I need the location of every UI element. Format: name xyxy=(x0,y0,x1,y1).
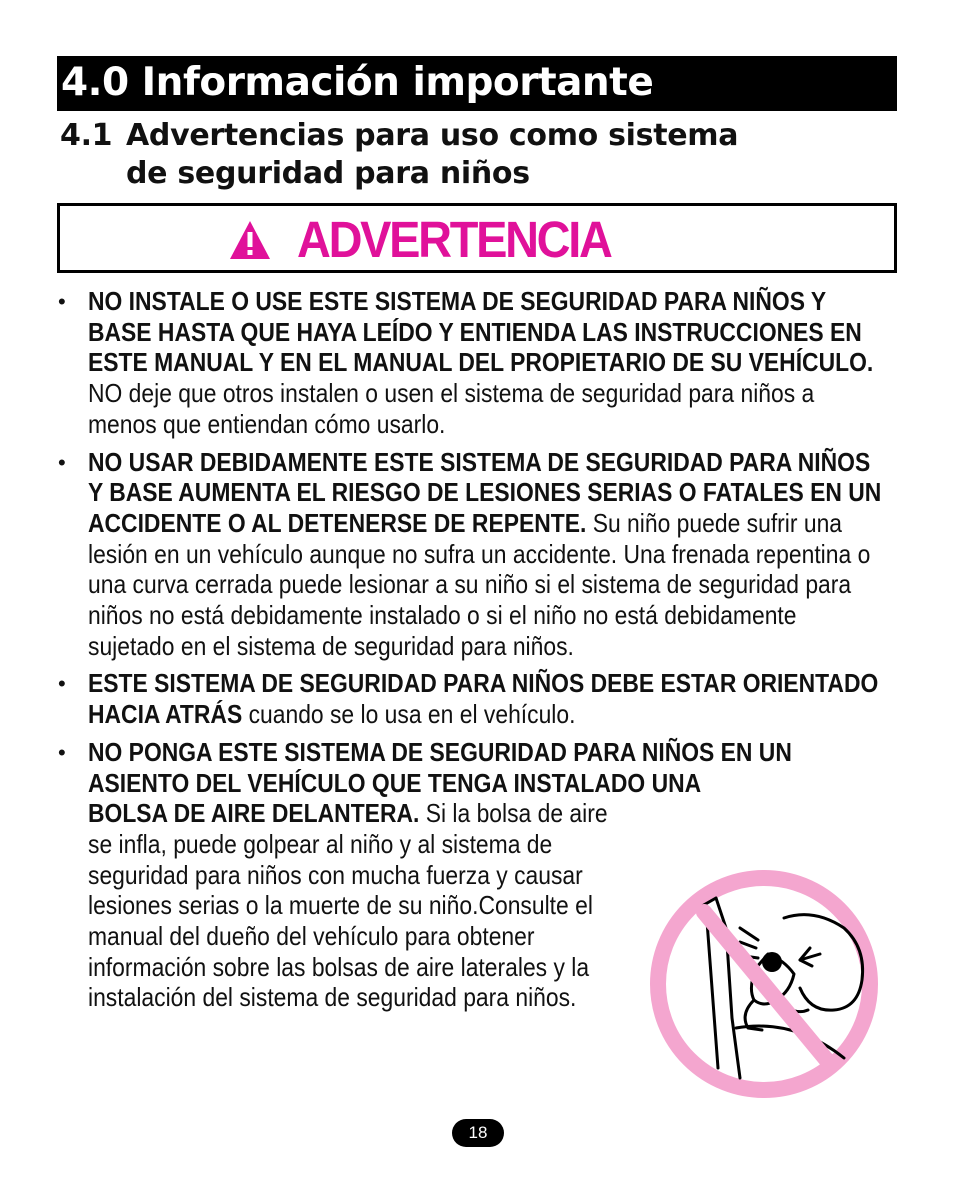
bullet-dot: • xyxy=(58,449,66,475)
list-item xyxy=(58,668,898,729)
subsection-title-line1: Advertencias para uso como sistema xyxy=(126,118,739,153)
list-item xyxy=(58,286,898,440)
no-airbag-illustration xyxy=(644,868,884,1100)
bullet-dot: • xyxy=(58,289,66,314)
section-title: 4.0 Información importante xyxy=(61,60,654,105)
list-item-text: NO PONGA ESTE SISTEMA DE SEGURIDAD PARA NIÑOS EN UN ASIENTO DEL VEHÍCULO QUE TENGA INSTALADO UNA xyxy=(88,736,792,798)
warning-label: ADVERTENCIA xyxy=(297,211,611,268)
page-number: 18 xyxy=(452,1119,504,1147)
list-item xyxy=(58,447,898,662)
warning-triangle-icon xyxy=(228,219,272,261)
subsection-title-line2: de seguridad para niños xyxy=(126,156,530,191)
list-item-text: ESTE SISTEMA DE SEGURIDAD PARA NIÑOS DEBE ESTAR ORIENTADO HACIA ATRÁS cuando se lo usa en el vehículo. xyxy=(88,668,879,730)
bullet-dot: • xyxy=(58,739,66,765)
list-item-text-continued: BOLSA DE AIRE DELANTERA. Si la bolsa de aire se infla, puede golpear al niño y al sistema de seguridad para niños con mucha fuerza y causar lesiones serias o la muerte de su niño.Consulte el manual del dueño del vehículo para obtener información sobre las bolsas de aire laterales y la instalación del sistema de seguridad para niños. xyxy=(88,798,608,1013)
warning-banner xyxy=(57,203,897,273)
bullet-dot: • xyxy=(58,671,66,697)
list-item-text: NO USAR DEBIDAMENTE ESTE SISTEMA DE SEGURIDAD PARA NIÑOS Y BASE AUMENTA EL RIESGO DE LESIONES SERIAS O FATALES EN UN ACCIDENTE O AL DETENERSE DE REPENTE. Su niño puede sufrir una lesión en un vehículo aunque no sufra un accidente. Una frenada repentina o una curva cerrada puede lesionar a su niño si el sistema de seguridad para niños no está debidamente instalado o si el niño no está debidamente sujetado en el sistema de seguridad para niños. xyxy=(88,446,882,661)
subsection-heading xyxy=(60,117,910,193)
list-item-text: NO INSTALE O USE ESTE SISTEMA DE SEGURIDAD PARA NIÑOS Y BASE HASTA QUE HAYA LEÍDO Y ENTIENDA LAS INSTRUCCIONES EN ESTE MANUAL Y EN EL MANUAL DEL PROPIETARIO DE SU VEHÍCULO. NO deje que otros instalen o usen el sistema de seguridad para niños a menos que entiendan cómo usarlo. xyxy=(88,286,874,439)
subsection-number: 4.1 xyxy=(60,118,113,153)
section-title-bar xyxy=(57,56,897,111)
